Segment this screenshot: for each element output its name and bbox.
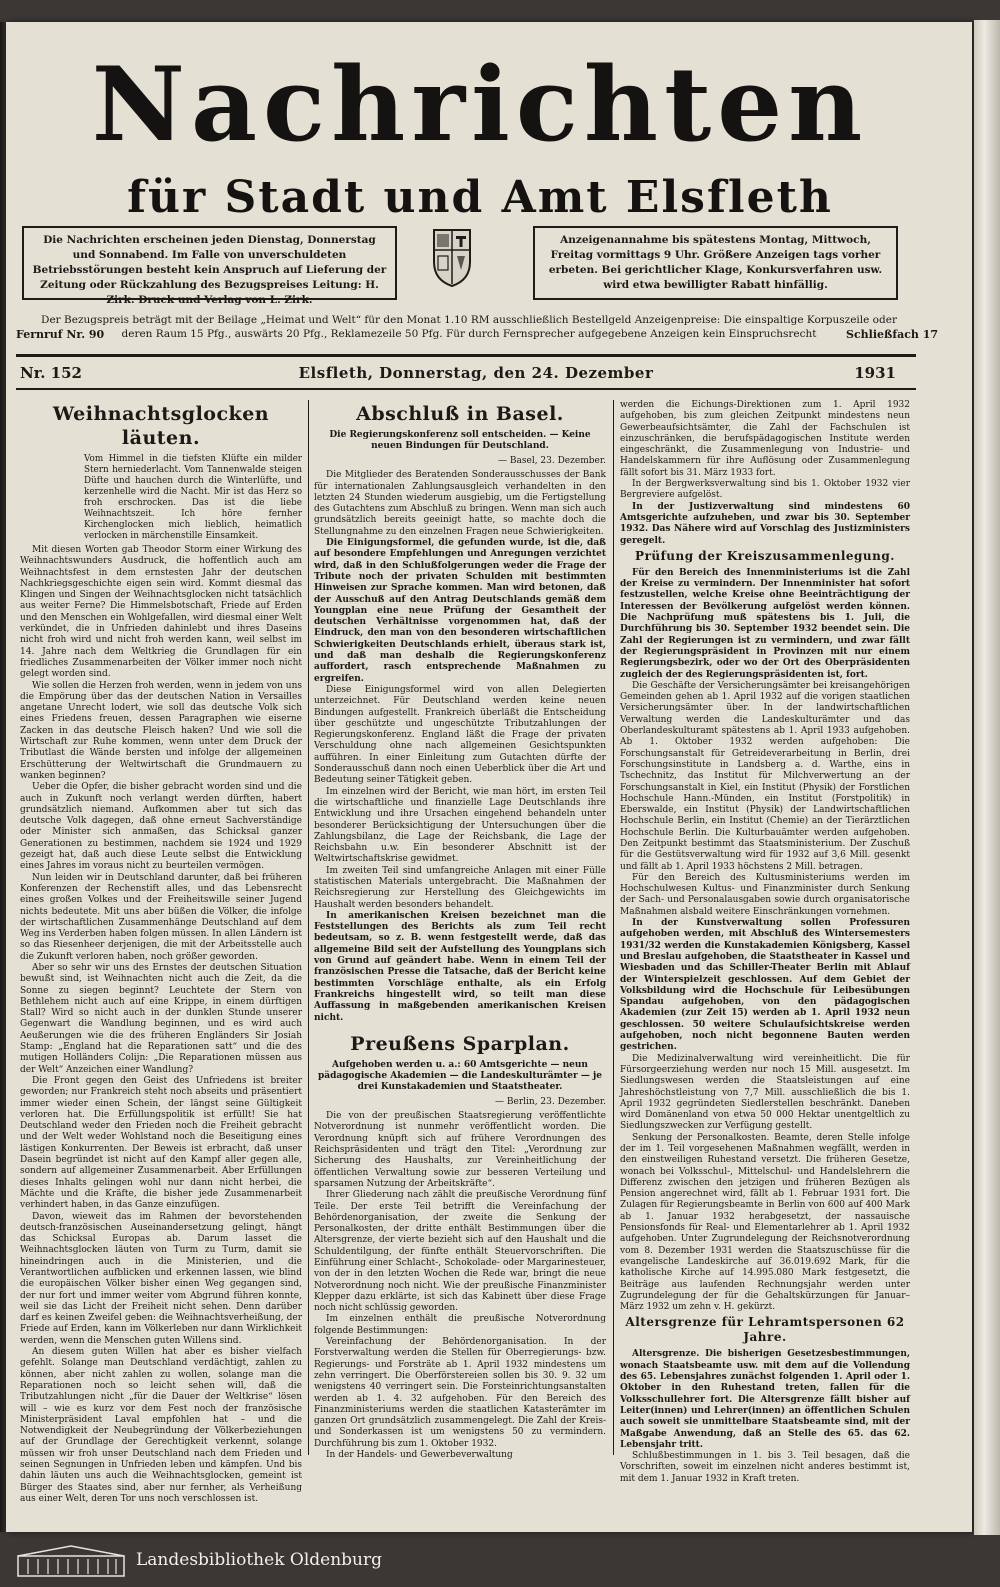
article-paragraph: Vereinfachung der Behördenorganisation. In der Forstverwaltung werden die Stellen für Oberregierungs- bzw. Regierungs- und Forsträte ab 1. April 1932 mindestens um zehn verringert. Die Oberförstereien sollen bis 30. 9. 32 um wenigstens 40 verringert sein. Die Forsteinrichtungsanstalten werden ab 1. 4. 32 aufgehoben. Für den Bereich des Finanzministeriums werden die staatlichen Katasterämter im ganzen Ort grundsätzlich zusammengelegt. Die Zahl der Kreis- und Sonderkassen ist um wenigstens 50 zu vermindern. Durchführung bis zum 1. Oktober 1932. <box>314 1337 606 1449</box>
place-date: Elsfleth, Donnerstag, den 24. Dezember <box>298 364 654 382</box>
header-rule-top <box>16 354 916 357</box>
masthead-subtitle: für Stadt und Amt Elsfleth <box>127 172 833 223</box>
article-poem: Vom Himmel in die tiefsten Klüfte ein milder Stern herniederlacht. Vom Tannenwalde steigen Düfte und hauchen durch die Winterlüfte, und kerzenhelle wird die Nacht. Mir ist das Herz so froh erschrocken. Das ist die liebe Weihnachtszeit. Ich höre fernher Kirchenglocken mich lieblich, heimatlich verlocken in märchenstille Einsamkeit. <box>84 454 302 541</box>
dateline <box>16 364 916 384</box>
issue-number: Nr. 152 <box>20 364 82 382</box>
article-paragraph: Mit diesen Worten gab Theodor Storm einer Wirkung des Weihnachtswunders Ausdruck, die hoffentlich auch am Weihnachtsfest in dem ernstesten Jahr der deutschen Nachkriegsgeschichte eigen sein wird. Kommt diesmal das Klingen und Singen der Weihnachtsglocken nicht tatsächlich aus weiter Ferne? Die Himmelsbotschaft, Friede auf Erden und den Menschen ein Wohlgefallen, wird diesmal einer Welt verkündet, die in Unfrieden dahinlebt und ihres Daseins nicht froh wird und nicht froh werden kann, weil selbst im 14. Jahre nach dem Weltkrieg die Grundlagen für ein friedliches Zusammenarbeiten der Völker immer noch nicht gelegt worden sind. <box>20 545 302 680</box>
page-edge <box>974 20 1000 1535</box>
price-info-line: Der Bezugspreis beträgt mit der Beilage „Heimat und Welt“ für den Monat 1.10 RM ausschließlich Bestellgeld Anzeigenpreise: Die einspaltige Korpuszeile oder deren Raum 15 Pfg., auswärts 20 Pfg., Reklamezeile 50 Pfg. Für durch Fernsprecher aufgegebene Anzeigen kein Einspruchsrecht <box>41 314 897 340</box>
column-1 <box>20 400 302 1504</box>
issue-year: 1931 <box>854 364 896 382</box>
article-paragraph: In der Bergwerksverwaltung sind bis 1. Oktober 1932 vier Bergreviere aufgelöst. <box>620 479 910 501</box>
article-paragraph: Ueber die Opfer, die bisher gebracht worden sind und die auch in Zukunft noch verlangt werden dürften, habert grundsätzlich niemand. Aufkommen aber tut sich das deutsche Volk dagegen, daß ohne erneut Sachverständige oder Minister sich anmaßen, das Schicksal ganzer Generationen zu bestimmen, nachdem sie 1924 und 1929 gezeigt hat, daß auch diese Leute selbst die Entwicklung eines Jahres im voraus nicht zu beurteilen vermögen. <box>20 782 302 872</box>
article-paragraph: In der Justizverwaltung sind mindestens 60 Amtsgerichte aufzuheben, und zwar bis 30. September 1932. Das Nähere wird auf Vorschlag des Justizministers geregelt. <box>620 501 910 546</box>
article-paragraph: Die Mitglieder des Beratenden Sonderausschusses der Bank für internationalen Zahlungsausgleich verhandelten in den letzten 24 Stunden wiederum ausgiebig, um die Fertigstellung des Gutachtens zum Abschluß zu bringen. Wenn man sich auch grundsätzlich bereits geeinigt hatte, so machte doch die Stellungnahme zu den einzelnen Fragen neue Schwierigkeiten. <box>314 470 606 537</box>
library-building-icon <box>16 1544 126 1578</box>
column-divider <box>308 400 309 1455</box>
article-paragraph: Senkung der Personalkosten. Beamte, deren Stelle infolge der im 1. Teil vorgesehenen Maßnahmen wegfällt, werden in den einstweiligen Ruhestand versetzt. Die früheren Gesetze, wonach bei Volksschul-, Mittelschul- und Handelslehrern die Differenz zwischen den jetzigen und früheren Bezügen als Pension angerechnet wird, fällt ab 1. Februar 1931 fort. Die Zulagen für Regierungsbeamte in Berlin von 600 auf 400 Mark ab 1. Januar 1932 herabgesetzt, der nassauische Pensionsfonds für Real- und Elementarlehrer ab 1. April 1932 aufgehoben. Unter Zugrundelegung der Reichsnotverordnung vom 8. Dezember 1931 werden die Staatszuschüsse für die evangelische Landeskirche auf 36.019.692 Mark, für die katholische Kirche auf 14.995.080 Mark festgesetzt, die Beiträge aus laufenden Rechnungsjahr werden unter Zugrundelegung der für die Gehaltskürzungen für Januar–März 1932 um zehn v. H. gekürzt. <box>620 1132 910 1313</box>
coat-of-arms-icon <box>430 226 474 288</box>
article-paragraph: An diesem guten Willen hat aber es bisher vielfach gefehlt. Solange man Deutschland verdächtigt, zahlen zu können, aber nicht zahlen zu wollen, solange man die Reparationen noch so leicht sehen will, daß die Tributzahlungen nicht „für die Dauer der Weltkrise“ lösen will – wie es kurz vor dem Fest noch der französische Ministerpräsident Laval empfohlen hat – und die Notwendigkeit der Neubegründung der Völkerbeziehungen auf der Grundlage der Gerechtigkeit verkennt, solange müssen wir froh unser Deutschland nach dem Frieden und seinen Segnungen in Unfrieden leben und kämpfen. Und bis dahin läuten uns auch die Weihnachtsglocken, gemeint ist Bürger des Staates sind, aber nur fernher, als Verheißung aus einer Welt, deren Tor uns noch verschlossen ist. <box>20 1347 302 1504</box>
article-paragraph: In der Handels- und Gewerbeverwaltung <box>326 1450 513 1461</box>
article-headline: Weihnachtsglocken läuten. <box>52 403 270 449</box>
article-paragraph: Wie sollen die Herzen froh werden, wenn in jedem von uns die Empörung über das der deutschen Nation in Versailles angetane Unrecht lodert, wie soll das deutsche Volk sich eines Friedens freuen, dessen Paragraphen wie eiserne Zacken in das deutsche Fleisch haken? Und wie soll die Wirtschaft zur Ruhe kommen, wenn unter dem Druck der Tributlast die Wände bersten und infolge der allgemeinen Erschütterung der Weltwirtschaft die Grundmauern zu wanken beginnen? <box>20 680 302 781</box>
library-name: Landesbibliothek Oldenburg <box>136 1550 383 1570</box>
article-paragraph: In der Kunstverwaltung sollen Professuren aufgehoben werden, mit Abschluß des Wintersemesters 1931/32 werden die Kunstakademien Königsberg, Kassel und Breslau aufgehoben, die Staatstheater in Kassel und Wiesbaden und das Schiller-Theater Berlin mit Ablauf der Winterspielzeit geschlossen. Auf dem Gebiet der Volksbildung wird die Hochschule für Leibesübungen Spandau aufgehoben, von den pädagogischen Akademien (zur Zeit 15) werden ab 1. April 1932 neun geschlossen. 50 weitere Schulaufsichtskreise werden aufgehoben, noch nicht begonnene Bauten werden gestrichen. <box>620 918 910 1053</box>
section-headline: Altersgrenze für Lehramtspersonen 62 Jahre. <box>625 1315 905 1345</box>
section-headline: Prüfung der Kreiszusammenlegung. <box>635 548 895 563</box>
column-divider <box>613 400 614 1455</box>
column-2 <box>314 400 606 1460</box>
article-paragraph: Die Front gegen den Geist des Unfriedens ist breiter geworden; nur Frankreich steht noch abseits und präsentiert immer wieder einen Schein, der längst seine Gültigkeit verloren hat. Die Erfüllungspolitik ist erfüllt! Sie hat Deutschland weder den Frieden noch die Freiheit gebracht und der Welt weder Wohlstand noch die Beseitigung eines lästigen Konkurrenten. Der Beweis ist erbracht, daß unser Dasein begründet ist nicht auf den Kampf aller gegen alle, sondern auf allgemeiner Zusammenarbeit. Aber Erfüllungen dieses Inhalts gelingen wohl nur dann nicht herbei, die Mächte und die Kräfte, die bisher jede Zusammenarbeit verhindert haben, in das Ganze einzufügen. <box>20 1075 302 1211</box>
header-rule-bottom <box>16 388 916 390</box>
po-box: Schließfach 17 <box>846 328 939 341</box>
article-paragraph: Für den Bereich des Innenministeriums ist die Zahl der Kreise zu vermindern. Der Innenminister hat sofort festzustellen, welche Kreise ohne Beeinträchtigung der Interessen der Bevölkerung aufgelöst werden können. Die Nachprüfung muß spätestens bis 1. Juli, die Durchführung bis 30. September 1932 beendet sein. Die Zahl der Regierungen ist zu vermindern, und zwar fällt der Regierungspräsident in Provinzen mit nur einem Regierungsbezirk, oder wo der Ort des Oberpräsidenten zugleich der des Regierungspräsidenten ist, fort. <box>620 567 910 680</box>
article-paragraph: Im zweiten Teil sind umfangreiche Anlagen mit einer Fülle statistischen Materials untergebracht. Die Maßnahmen der Reichsregierung zur Herstellung des Gleichgewichts im Haushalt werden besonders behandelt. <box>314 865 606 910</box>
article-paragraph: Aber so sehr wir uns des Ernstes der deutschen Situation bewußt sind, ist Weihnachten nicht auch die Zeit, da die Sonne zu siegen beginnt? Leuchtete der Stern von Bethlehem nicht auch auf eine Krippe, in einem dürftigen Stall? Wird so nicht auch in der dunklen Stunde unserer Gegenwart die Wandlung beginnen, und es wird auch Aeußerungen wie die des früheren Engländers Sir Josiah Stamp: „England hat die Reparationen satt“ und die des mutigen Holländers Colijn: „Die Reparationen müssen aus der Welt“ Anzeichen einer Wandlung? <box>20 962 302 1075</box>
publication-info-box: Die Nachrichten erscheinen jeden Dienstag, Donnerstag und Sonnabend. Im Falle von unverschuldeten Betriebsstörungen besteht kein Anspruch auf Lieferung der Zeitung oder Rückzahlung des Bezugspreises Leitung: H. Zirk. Druck und Verlag von L. Zirk. <box>22 226 397 300</box>
article-byline: — Berlin, 23. Dezember. <box>495 1096 606 1107</box>
article-paragraph: werden die Eichungs-Direktionen zum 1. April 1932 aufgehoben, bis zum gleichen Zeitpunkt mindestens neun Gewerbeaufsichtsämter, die Zahl der Fachschulen ist einzuschränken, die berufspädagogischen Institute werden eingeschränkt, die Zusammenlegung von Industrie- und Handelskammern für ihre Auflösung oder Zusammenlegung fällt sofort bis 31. März 1933 fort. <box>620 400 910 478</box>
article-paragraph: Die Geschäfte der Versicherungsämter bei kreisangehörigen Gemeinden gehen ab 1. April 1932 auf die vorigen staatlichen Versicherungsämter über. In der landwirtschaftlichen Verwaltung werden die Landeskulturämter und das Oberlandeskulturamt spätestens ab 1. April 1933 aufgehoben. Ab 1. Oktober 1932 werden aufgehoben: Die Forschungsanstalt für Getreideverarbeitung in Berlin, drei Forschungsinstitute in Landsberg a. d. Warthe, eins in Tschechnitz, das Institut für Milchverwertung an der Forschungsanstalt in Kiel, ein Institut (Physik) der Forstlichen Hochschule Hann.-Münden, ein Institut (Forstpolitik) in Eberswalde, ein Institut (Physik) der Landwirtschaftlichen Hochschule Berlin, ein Institut (Chemie) an der Tierärztlichen Hochschule Berlin. Die Kulturbauämter werden aufgehoben. Den Zeitpunkt bestimmt das Staatsministerium. Der Zuschuß für die Gestütsverwaltung wird für 1932 auf 3,6 Mill. gesenkt und fällt ab 1. April 1933 höchstens 2 Mill. betragen. <box>620 680 910 872</box>
article-paragraph: Nun leiden wir in Deutschland darunter, daß bei früheren Konferenzen der Rechenstift alles, und das Lebensrecht eines großen Volkes und der Freiheitswille seiner Jugend nichts bedeutete. Mit uns aber büßen die Völker, die infolge der wirtschaftlichen Zusammenhänge Deutschland auf dem Weg ins Verderben haben folgen müssen. In allen Ländern ist so das Riesenheer derjenigen, die mit der Arbeitsstelle auch die Zukunft verloren haben, noch größer geworden. <box>20 872 302 962</box>
library-footer <box>0 1538 1000 1587</box>
article-paragraph: Schlußbestimmungen in 1. bis 3. Teil besagen, daß die Vorschriften, soweit im einzelnen nicht anderes bestimmt ist, mit dem 1. Januar 1932 in Kraft treten. <box>620 1451 910 1484</box>
article-paragraph: Ihrer Gliederung nach zählt die preußische Verordnung fünf Teile. Der erste Teil betrifft die Vereinfachung der Behördenorganisation, der zweite die Senkung der Personalkosten, der dritte enthält Bestimmungen über die Altersgrenze, der vierte bezieht sich auf den Haushalt und die Schuldentilgung, der fünfte enthält Steuervorschriften. Die Einführung einer Schlacht-, Schokolade- oder Margarinesteuer, von der in den letzten Wochen die Rede war, bringt die neue Notverordnung noch nicht. Wie der preußische Finanzminister Klepper dazu erklärte, ist sich das Kabinett über diese Frage noch nicht schlüssig geworden. <box>314 1190 606 1314</box>
column-3 <box>620 400 910 1484</box>
article-paragraph: Davon, wieweit das im Rahmen der bevorstehenden deutsch-französischen Auseinandersetzung gelingt, hängt das Schicksal Europas ab. Darum lasset die Weihnachtsglocken läuten von Turm zu Turm, damit sie hineindringen auch in die Ministerien, und die Verantwortlichen aufblicken und erkennen lassen, wie blind die europäischen Völker bisher einen Weg gegangen sind, der nur fort und immer weiter vom Abgrund führen konnte, weil sie das Licht der Freiheit nicht sehen. Denn darüber darf es keinen Zweifel geben: die Weihnachtsverheißung, der Friede auf Erden, kann im Völkerleben nur dann Wirklichkeit werden, wenn die Menschen guten Willens sind. <box>20 1211 302 1346</box>
article-paragraph: Für den Bereich des Kultusministeriums werden im Hochschulwesen Kultus- und Finanzminister durch Senkung der Sach- und Personalausgaben sowie durch organisatorische Maßnahmen alsbald weitere Einschränkungen vornehmen. <box>620 872 910 917</box>
article-paragraph: In amerikanischen Kreisen bezeichnet man die Feststellungen des Berichts als zum Teil recht bedeutsam, so z. B. wenn festgestellt werde, daß das allgemeine Bild seit der Aufstellung des Youngplans sich von Grund auf geändert habe. Wenn in einem Teil der französischen Presse die Tatsache, daß der Bericht keine bestimmten Vorschläge enthalte, als ein Erfolg Frankreichs hingestellt wird, so teilt man diese Auffassung in maßgebenden amerikanischen Kreisen nicht. <box>314 910 606 1023</box>
article-deck: Die Regierungskonferenz soll entscheiden. — Keine neuen Bindungen für Deutschland. <box>329 430 591 451</box>
phone-number: Fernruf Nr. 90 <box>16 328 105 341</box>
article-paragraph: Die von der preußischen Staatsregierung veröffentlichte Notverordnung ist nunmehr veröffentlicht worden. Die Verordnung knüpft sich auf frühere Verordnungen des Reichspräsidenten und trägt den Titel: „Verordnung zur Sicherung des Haushalts, zur Vereinheitlichung der öffentlichen Verwaltung sowie zur besseren Verteilung und sparsamen Nutzung der Arbeitskräfte“. <box>314 1111 606 1189</box>
masthead-title: Nachrichten <box>91 45 869 165</box>
article-paragraph: Im einzelnen enthält die preußische Notverordnung folgende Bestimmungen: <box>314 1314 606 1336</box>
article-paragraph: Altersgrenze. Die bisherigen Gesetzesbestimmungen, wonach Staatsbeamte usw. mit dem auf die Vollendung des 65. Lebensjahres zunächst folgenden 1. April oder 1. Oktober in den Ruhestand treten, fallen für die Volksschullehrer fort. Die Altersgrenze fällt bisher auf Leiter(innen) und Lehrer(innen) an öffentlichen Schulen auch soweit sie unmittelbare Staatsbeamte sind, mit der Maßgabe Anwendung, daß an Stelle des 65. das 62. Lebensjahr tritt. <box>620 1349 910 1450</box>
article-paragraph: Die Einigungsformel, die gefunden wurde, ist die, daß auf besondere Empfehlungen und Anregungen verzichtet wird, daß in den Schlußfolgerungen weder die Frage der Tribute noch der privaten Schulden mit bestimmten Hinweisen zur Sprache kommen. Man wird betonen, daß der Ausschuß auf den Antrag Deutschlands gemäß dem Youngplan eine neue Prüfung der Gesamtheit der deutschen Verhältnisse vorgenommen hat, daß der Eindruck, den man von den besonderen wirtschaftlichen Schwierigkeiten Deutschlands erhielt, überaus stark ist, und daß man deshalb die Regierungskonferenz auffordert, rasch entsprechende Maßnahmen zu ergreifen. <box>314 538 606 684</box>
article-byline: — Basel, 23. Dezember. <box>498 456 606 466</box>
article-paragraph: Im einzelnen wird der Bericht, wie man hört, im ersten Teil die wirtschaftliche und finanzielle Lage Deutschlands ihre Entwicklung und ihre Ursachen eingehend behandeln unter besonderer Berücksichtigung der Untersuchungen über die Zahlungsbilanz, die Lage der Reichsbank, die Lage der Reichsbahn u.w. Ein besonderer Abschnitt ist der Weltwirtschaftskrise gewidmet. <box>314 786 606 865</box>
article-headline: Abschluß in Basel. <box>356 403 564 425</box>
article-paragraph: Die Medizinalverwaltung wird vereinheitlicht. Die für Fürsorgeerziehung werden nur noch 15 Mill. ausgesetzt. Im Siedlungswesen werden die Staatsleistungen auf eine Jahreshöchstleistung von 7,7 Mill. ausschließlich die bis 1. April 1932 gegründeten Siedlerstellen beschränkt. Daneben wird Domänenland von etwa 50 000 Hektar unentgeltlich zu Siedlungszwecken zur Verfügung gestellt. <box>620 1053 910 1132</box>
article-headline: Preußens Sparplan. <box>350 1032 570 1055</box>
article-deck: Aufgehoben werden u. a.: 60 Amtsgerichte — neun pädagogische Akademien — die Landeskulturämter — je drei Kunstakademien und Staatstheater. <box>318 1059 602 1092</box>
article-paragraph: Diese Einigungsformel wird von allen Delegierten unterzeichnet. Für Deutschland werden keine neuen Bindungen aufgestellt. Frankreich überläßt die Entscheidung über geschützte und ungeschützte Tributzahlungen der Regierungskonferenz. England läßt die Frage der privaten Verschuldung ohne nach allgemeinen Gesichtspunkten aufführen. In einer Einleitung zum Gutachten dürfte der Sonderausschuß dann noch einen Ueberblick über die Art und Bedeutung seiner Tätigkeit geben. <box>314 684 606 786</box>
advertising-info-box: Anzeigenannahme bis spätestens Montag, Mittwoch, Freitag vormittags 9 Uhr. Größere Anzeigen tags vorher erbeten. Bei gerichtlicher Klage, Konkursverfahren usw. wird etwa bewilligter Rabatt hinfällig. <box>533 226 898 300</box>
